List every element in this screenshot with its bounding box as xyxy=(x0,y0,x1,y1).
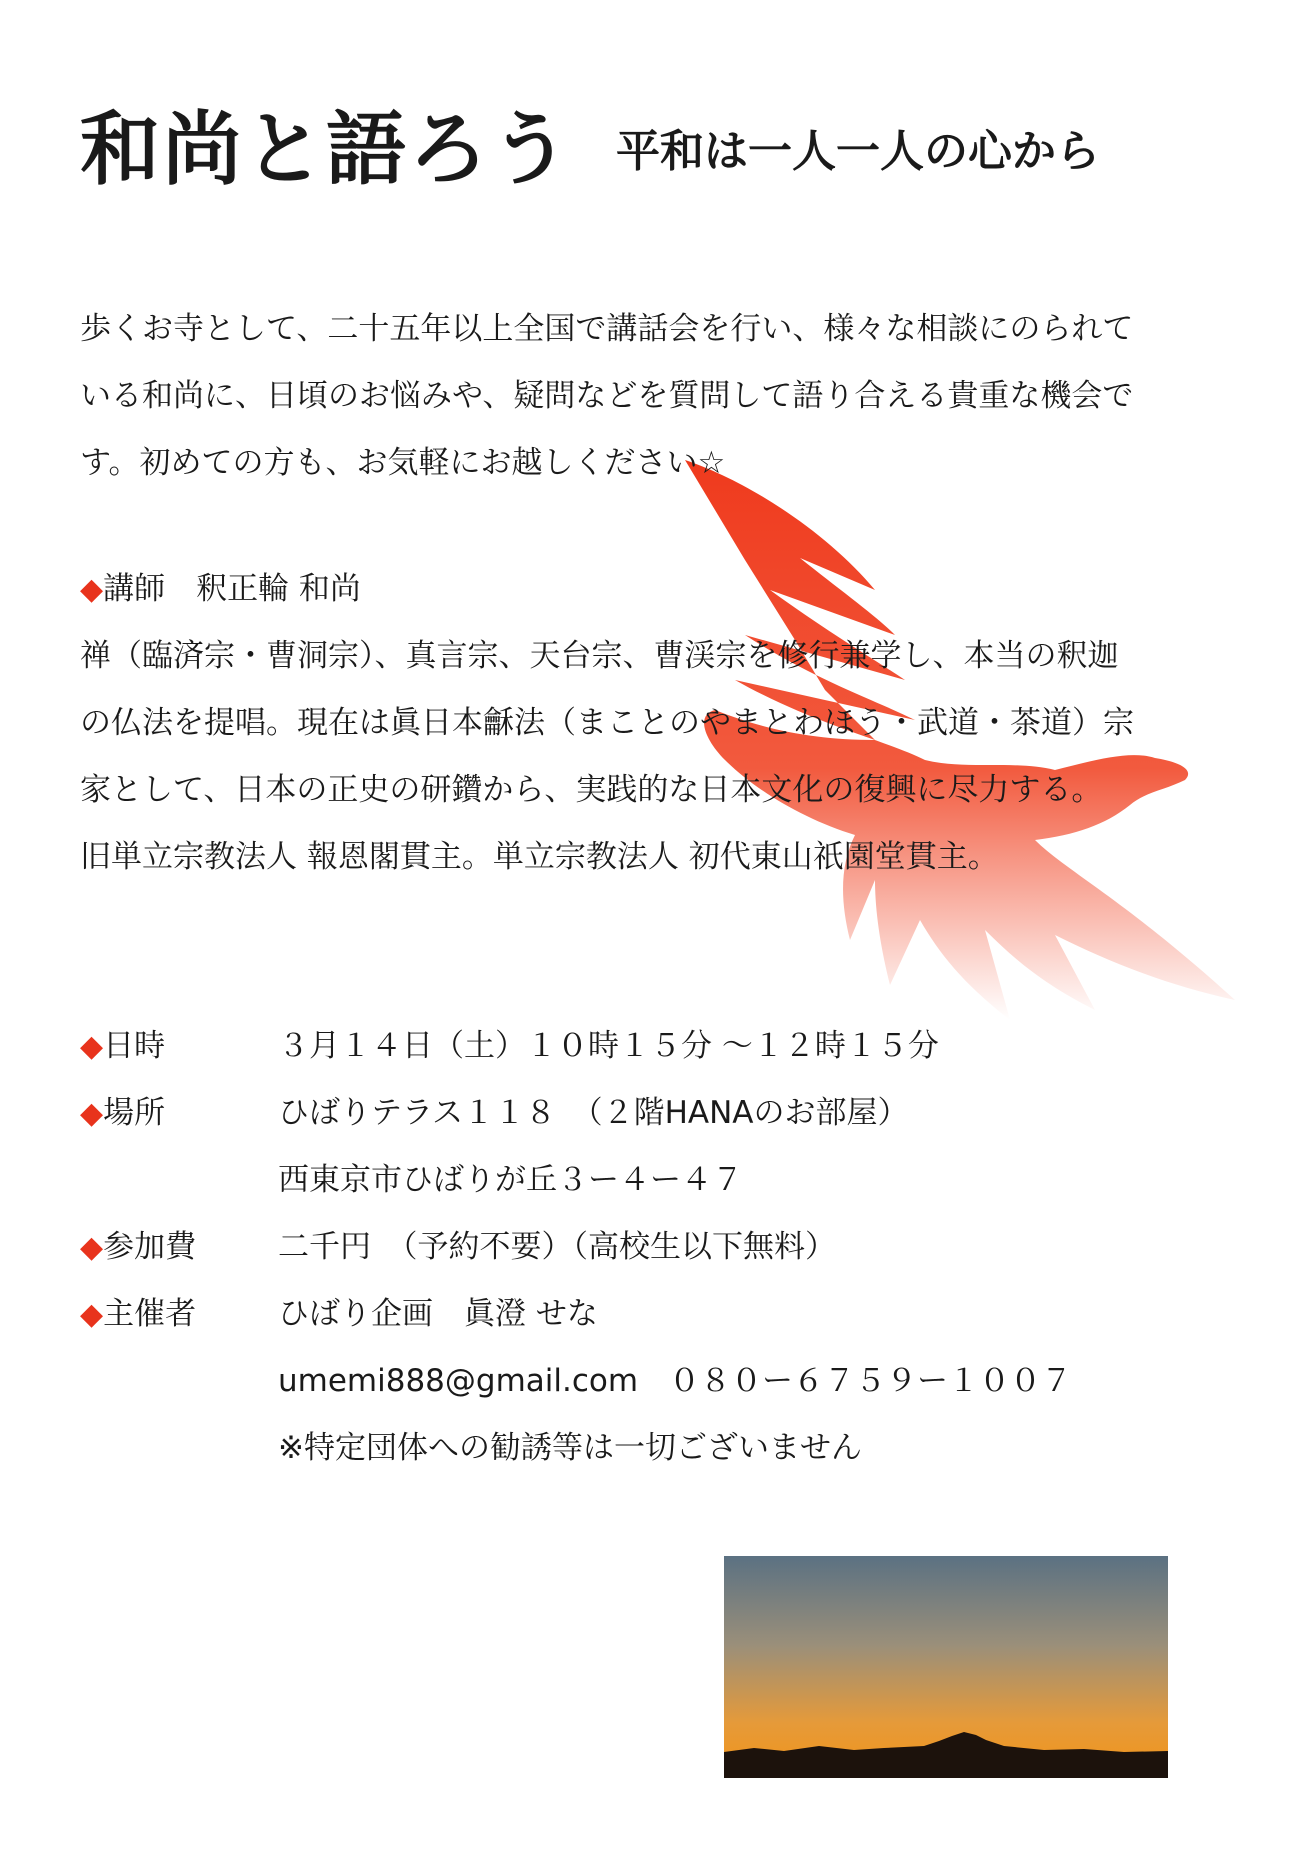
sunset-photo xyxy=(724,1556,1168,1778)
lecturer-heading xyxy=(80,556,1134,623)
organizer-note: ※特定団体への勧誘等は一切ございません xyxy=(278,1430,862,1466)
date-label: ◆日時 xyxy=(80,1028,166,1064)
sunset-mount-fuji-image xyxy=(724,1556,1168,1778)
lecturer-bio-line: 禅（臨済宗・曹洞宗）、真言宗、天台宗、曹渓宗を修行兼学し、本当の釈迦 xyxy=(80,638,1119,674)
place-address: 西東京市ひばりが丘３ー４ー４７ xyxy=(278,1162,743,1198)
place-label: ◆場所 xyxy=(80,1095,166,1131)
page-title: 和尚と語ろう xyxy=(80,103,572,196)
diamond-bullet-icon: ◆ xyxy=(80,1096,104,1131)
lecturer-heading-text: 講師 釈正輪 和尚 xyxy=(103,571,361,607)
lecturer-bio-line: の仏法を提唱。現在は眞日本龢法（まことのやまとわほう・武道・茶道）宗 xyxy=(80,705,1134,741)
organizer-value: ひばり企画 眞澄 せな xyxy=(278,1296,598,1332)
fee-label: ◆参加費 xyxy=(80,1229,197,1265)
lecturer-bio-line: 家として、日本の正史の研鑽から、実践的な日本文化の復興に尽力する。 xyxy=(80,772,1103,808)
diamond-bullet-icon: ◆ xyxy=(80,1230,104,1265)
intro-line: す。初めての方も、お気軽にお越しください☆ xyxy=(80,445,726,481)
intro-paragraph xyxy=(80,296,1133,497)
lecturer-bio-line: 旧単立宗教法人 報恩閣貫主。単立宗教法人 初代東山祇園堂貫主。 xyxy=(80,839,999,875)
lecturer-section xyxy=(80,556,1134,891)
organizer-contact: umemi888@gmail.com ０８０ー６７５９ー１００７ xyxy=(278,1363,1073,1399)
organizer-label: ◆主催者 xyxy=(80,1296,197,1332)
intro-line: 歩くお寺として、二十五年以上全国で講話会を行い、様々な相談にのられて xyxy=(80,311,1134,347)
diamond-bullet-icon: ◆ xyxy=(80,572,104,607)
page-subtitle: 平和は一人一人の心から xyxy=(616,126,1100,177)
date-value: ３月１４日（土）１０時１５分 〜１２時１５分 xyxy=(278,1028,939,1064)
diamond-bullet-icon: ◆ xyxy=(80,1297,104,1332)
fee-value: 二千円 （予約不要）（高校生以下無料） xyxy=(278,1229,836,1265)
place-value: ひばりテラス１１８ （２階HANAのお部屋） xyxy=(278,1095,909,1131)
diamond-bullet-icon: ◆ xyxy=(80,1029,104,1064)
intro-line: いる和尚に、日頃のお悩みや、疑問などを質問して語り合える貴重な機会で xyxy=(80,378,1134,414)
